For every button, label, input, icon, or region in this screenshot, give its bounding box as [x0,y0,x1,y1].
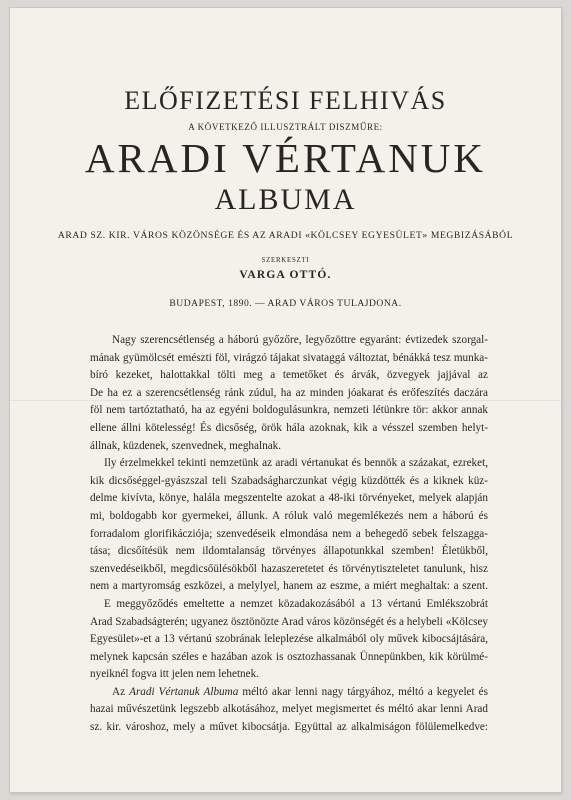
text-line: állnak, küzdenek, szenvednek, meghalnak. [90,439,282,452]
document-page [10,8,561,792]
text-line: nyeiknél fogva itt jelen nem lehetnek. [90,668,259,681]
text-line [90,684,488,702]
text-line: szenvedéseikből, megdicsőülésökből hazaszeretetet és törvénytiszteletet tanulunk, hisz [90,562,488,575]
commission-line: ARAD SZ. KIR. VÁROS KÖZÖNSÉGE ÉS AZ ARADI «KÖLCSEY EGYESÜLET» MEGBIZÁSÁBÓL [57,230,514,241]
text-fragment: méltó akar lenni nagy tárgyához, méltó a kegyelet és [238,685,488,698]
text-line: föl nem tartóztatható, ha az egyéni boldogulásunkra, nemzeti létünkre tör: akkor annak [90,404,488,417]
text-line: melynek kapcsán széles e hazában azok is osztozhassanak Ünnepünkben, kik körülmé- [90,650,488,663]
author-name: VARGA OTTÓ. [239,269,332,281]
text-line: Egyesület»-et a 13 vértanú szobrának leleplezése alkalmából oly művek kibocsájtására, [90,633,488,646]
text-fragment: Az [112,685,130,698]
text-line: sz. kir. városhoz, mely a művet kibocsátja. Együttal az alkalmiságon fölülemelkedve: [90,721,488,734]
main-title: ARADI VÉRTANUK [84,135,487,181]
text-line: hazai művészetünk legszebb alkotásához, melyet megismertet és méltó akar lenni Arad [90,703,488,716]
text-line: Nagy szerencsétlenség a háború győzőre, legyőzöttre egyaránt: évtizedek szorgal- [112,334,488,346]
main-title-second-line: ALBUMA [214,183,357,216]
imprint-line: BUDAPEST, 1890. — ARAD VÁROS TULAJDONA. [169,298,402,309]
text-line: bíró kezeket, halottakkal tölti meg a temetőket és árvák, özvegyek jajjával az [90,369,488,382]
text-line: kik dicsőséggel-gyászszal teli Szabadságharczunkat végig küzdötték és a kiknek küz- [90,474,488,487]
page-subtitle: A KÖVETKEZŐ ILLUSZTRÁLT DISZMŰRE: [188,122,383,132]
text-line: E meggyőződés emeltette a nemzet közadakozásából a 13 vértanú Emlékszobrát [104,597,488,610]
text-line: mi, boldogabb kor gyermekei, állunk. A róluk való megemlékezés nem a háború és [90,509,488,522]
text-line: ellene állni kötelesség! És dicsőség, örök hála azoknak, kik a vésszel szemben helyt- [90,421,488,434]
text-line: forradalom glorifikácziója; szenvedéseik elmondása nem a behegedő sebek felszagga- [90,527,488,540]
text-line: Arad Szabadságterén; ugyanez ösztönözte Arad város közönségét és a helybeli «Kölcsey [90,615,488,628]
album-title-italic: Aradi Vértanuk Albuma [129,685,239,698]
text-line: De ha ez a szerencsétlenség ránk zúdul, ha az minden jóakarat és erőfeszítés daczára [90,386,488,399]
text-line: Ily érzelmekkel tekinti nemzetünk az aradi vértanukat és bennök a százakat, ezreket, [104,457,488,470]
editor-label: SZERKESZTI [261,257,310,264]
text-line: delme kivívta, könye, halála megszentelte azokat a 48-iki törvényeket, melyek alapján [90,492,488,505]
text-line: mának gyümölcsét emészti föl, virágzó tájakat sivataggá változtat, bénákká tesz munka- [90,351,488,364]
text-line: tása; dicsőítésük nem ildomtalanság törvényes állapotunkkal szemben! Életükből, [90,545,488,558]
body-text [90,332,488,737]
page-heading: ELŐFIZETÉSI FELHIVÁS [124,86,447,115]
text-line: nem a martyromság eszközei, a melylyel, hanem az eszme, a miért meghaltak: a szent. [90,580,488,593]
